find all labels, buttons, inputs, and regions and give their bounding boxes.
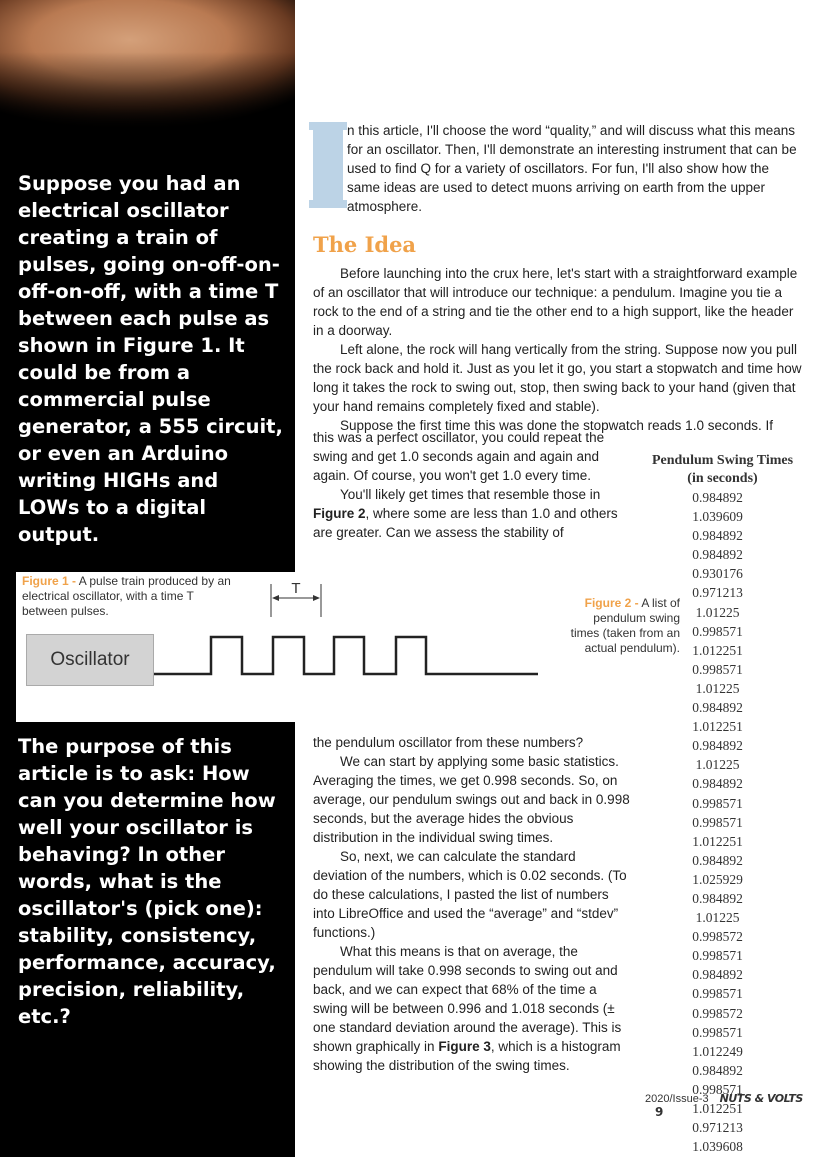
- swing-times-list: [630, 488, 805, 1156]
- swing-time-value: 0.984892: [692, 547, 743, 563]
- paragraph-8-pre: What this means is that on average, the pendulum will take 0.998 seconds to swing out and back, and we can expect that 68% of the time a swing will be between 0.996 and 1.018 seconds (± one standard deviation around the average). This is shown graphically in: [313, 944, 622, 1054]
- figure-1: [16, 572, 556, 722]
- figure-2-ref: Figure 2: [313, 506, 366, 521]
- swing-time-value: 0.984892: [692, 1062, 743, 1078]
- swing-time-value: 1.01225: [695, 757, 740, 773]
- body-column-narrow: [313, 428, 625, 542]
- paragraph-5: the pendulum oscillator from these numbers?: [313, 735, 584, 750]
- swing-time-value: 0.998572: [692, 1005, 743, 1021]
- paragraph-3b: this was a perfect oscillator, you could repeat the swing and get 1.0 seconds again and again and again. Of course, you won't get 1.0 every time.: [313, 430, 605, 483]
- table-title-line-2: (in seconds): [687, 471, 758, 486]
- paragraph-2: Left alone, the rock will hang vertically from the string. Suppose now you pull the rock back and hold it. Just as you let it go, you start a stopwatch and time how long it takes the rock to swing out, stop, then swing back to your hand (given that your hand remains completely fixed and stable).: [313, 342, 802, 414]
- paragraph-4: [313, 485, 625, 542]
- swing-time-value: 0.998571: [692, 1081, 743, 1097]
- issue-label: 2020/Issue-3: [645, 1093, 709, 1105]
- pullquote-top: Suppose you had an electrical oscillator creating a train of pulses, going on-off-on-off-on-off, with a time T between each pulse as shown in Figure 1. It could be from a commercial pulse generator, a 555 circuit, or even an Arduino writing HIGHs and LOWs to a digital output.: [18, 172, 283, 546]
- swing-time-value: 0.984892: [692, 528, 743, 544]
- period-arrowhead-right: [313, 595, 320, 601]
- swing-time-value: 0.971213: [692, 585, 743, 601]
- swing-time-value: 0.971213: [692, 1120, 743, 1136]
- oscillator-label: Oscillator: [50, 649, 130, 670]
- arm-photo-shade: [0, 0, 295, 130]
- paragraph-3a: Suppose the first time this was done the stopwatch reads 1.0 seconds. If: [340, 418, 773, 433]
- pulse-train-waveform: [153, 637, 538, 674]
- figure-1-label: Figure 1 -: [22, 574, 77, 588]
- swing-time-value: 1.039608: [692, 1139, 743, 1155]
- swing-time-value: 1.012251: [692, 1101, 743, 1116]
- swing-time-value: 1.01225: [695, 910, 740, 926]
- swing-time-value: 1.025929: [692, 871, 743, 887]
- swing-time-value: 0.984892: [692, 852, 743, 868]
- figure-2-label: Figure 2 -: [584, 596, 639, 610]
- paragraph-4-pre: You'll likely get times that resemble those in: [340, 487, 601, 502]
- swing-time-value: 0.984892: [692, 776, 743, 792]
- swing-time-value: 0.984892: [692, 890, 743, 906]
- paragraph-7: So, next, we can calculate the standard deviation of the numbers, which is 0.02 seconds. (To do these calculations, I pasted the list of numbers into LibreOffice and used the “average” and “stdev” functions.): [313, 849, 627, 940]
- swing-time-value: 0.998571: [692, 814, 743, 830]
- swing-time-value: 0.998571: [692, 948, 743, 964]
- figure-3-ref: Figure 3: [438, 1039, 491, 1054]
- swing-time-value: 0.998571: [692, 661, 743, 677]
- figure-2-caption-text: A list of pendulum swing times (taken from an actual pendulum).: [570, 596, 680, 655]
- drop-cap: [313, 122, 343, 208]
- figure-2-table-title: [630, 452, 815, 488]
- body-column-full: [313, 264, 803, 435]
- paragraph-8: [313, 942, 631, 1075]
- paragraph-8-post: , which is a histogram showing the distribution of the swing times.: [313, 1039, 621, 1073]
- section-heading: The Idea: [313, 232, 417, 257]
- table-title-line-1: Pendulum Swing Times: [651, 453, 794, 468]
- oscillator-box: [26, 634, 154, 686]
- pullquote-bottom: The purpose of this article is to ask: How can you determine how well your oscillator is behaving? In other words, what is the oscillator's (pick one): stability, consistency, performance, accuracy, precision, reliability, etc.?: [18, 735, 276, 1028]
- body-column-lower: [313, 733, 631, 1075]
- period-label: T: [291, 580, 301, 597]
- swing-time-value: 0.998572: [692, 929, 743, 945]
- swing-time-value: 1.01225: [695, 680, 740, 696]
- intro-paragraph: n this article, I'll choose the word “quality,” and will discuss what this means for an oscillator. Then, I'll demonstrate an interesting instrument that can be used to find Q for a variety of oscillators. For fun, I'll also show how the same ideas are used to detect muons arriving on earth from the upper atmosphere.: [347, 123, 797, 214]
- swing-time-value: 1.012251: [692, 833, 743, 849]
- swing-time-value: 1.01225: [695, 604, 740, 620]
- paragraph-1: Before launching into the crux here, let's start with a straightforward example of an oscillator that will introduce our technique: a pendulum. Imagine you tie a rock to the end of a string and tie the other end to a high support, like the header in a doorway.: [313, 266, 798, 338]
- figure-2-caption: [565, 596, 680, 656]
- paragraph-6: We can start by applying some basic statistics. Averaging the times, we get 0.998 seconds. So, on average, our pendulum swings out and back in 0.998 seconds, but the average hides the obvious distribution in the individual swing times.: [313, 754, 630, 845]
- swing-time-value: 0.998571: [692, 795, 743, 811]
- swing-time-value: 0.984892: [692, 967, 743, 983]
- swing-time-value: 0.984892: [692, 700, 743, 716]
- swing-time-value: 0.984892: [692, 490, 743, 505]
- swing-time-value: 0.998571: [692, 1024, 743, 1040]
- swing-time-value: 1.012251: [692, 642, 743, 658]
- swing-time-value: 1.012251: [692, 719, 743, 735]
- period-arrowhead-left: [272, 595, 279, 601]
- page-number: 9: [655, 1105, 664, 1119]
- figure-1-caption-text: A pulse train produced by an electrical oscillator, with a time T between pulses.: [22, 574, 231, 618]
- paragraph-4-post: , where some are less than 1.0 and others are greater. Can we assess the stability of: [313, 506, 618, 540]
- magazine-brand: NUTS & VOLTS: [719, 1092, 803, 1105]
- page-footer: [645, 1092, 818, 1119]
- swing-time-value: 0.998571: [692, 623, 743, 639]
- swing-time-value: 0.998571: [692, 986, 743, 1002]
- swing-time-value: 0.984892: [692, 738, 743, 754]
- swing-time-value: 0.930176: [692, 566, 743, 582]
- swing-time-value: 1.012249: [692, 1043, 743, 1059]
- swing-time-value: 1.039609: [692, 509, 743, 525]
